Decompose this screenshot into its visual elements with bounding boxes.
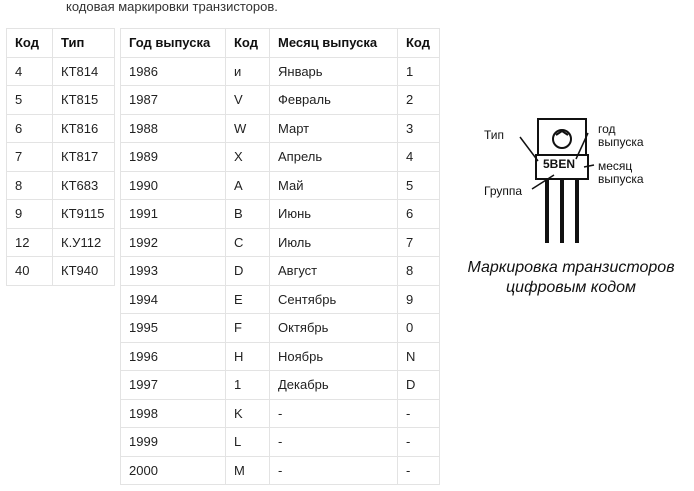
code-cell: 40 <box>7 257 53 286</box>
month-cell: - <box>270 456 398 485</box>
type-code-table <box>6 28 115 286</box>
month-cell: - <box>270 399 398 428</box>
year-code-cell: F <box>226 314 270 343</box>
label-type: Тип <box>484 128 505 142</box>
label-month-line1: месяц <box>598 159 633 173</box>
header-year-code: Код <box>226 29 270 58</box>
pointer-type <box>520 137 538 161</box>
month-cell: Июль <box>270 228 398 257</box>
type-cell: КТ815 <box>53 86 115 115</box>
type-cell: К.У112 <box>53 228 115 257</box>
table-row <box>121 257 440 286</box>
month-code-cell: - <box>398 399 440 428</box>
month-cell: Январь <box>270 57 398 86</box>
table-row <box>121 456 440 485</box>
month-code-cell: 4 <box>398 143 440 172</box>
type-cell: КТ817 <box>53 143 115 172</box>
code-cell: 7 <box>7 143 53 172</box>
table-row <box>7 200 115 229</box>
month-code-cell: 6 <box>398 200 440 229</box>
year-cell: 1994 <box>121 285 226 314</box>
year-cell: 1986 <box>121 57 226 86</box>
year-cell: 1988 <box>121 114 226 143</box>
type-cell: КТ816 <box>53 114 115 143</box>
table-row <box>7 228 115 257</box>
table-row <box>121 228 440 257</box>
header-year: Год выпуска <box>121 29 226 58</box>
year-cell: 1996 <box>121 342 226 371</box>
table-row <box>121 342 440 371</box>
month-cell: Июнь <box>270 200 398 229</box>
type-cell: КТ940 <box>53 257 115 286</box>
table-row <box>121 371 440 400</box>
intro-text: кодовая маркировки транзисторов. <box>66 0 278 14</box>
year-code-cell: M <box>226 456 270 485</box>
figure-caption-line2: цифровым кодом <box>506 279 636 296</box>
figure-caption-line1: Маркировка транзисторов <box>467 259 675 276</box>
year-cell: 2000 <box>121 456 226 485</box>
month-code-cell: 8 <box>398 257 440 286</box>
year-code-cell: X <box>226 143 270 172</box>
header-code: Код <box>7 29 53 58</box>
table-row <box>7 257 115 286</box>
month-code-cell: D <box>398 371 440 400</box>
month-cell: - <box>270 428 398 457</box>
year-cell: 1991 <box>121 200 226 229</box>
month-cell: Декабрь <box>270 371 398 400</box>
table-row <box>121 285 440 314</box>
month-code-cell: 3 <box>398 114 440 143</box>
table-row <box>121 399 440 428</box>
code-cell: 12 <box>7 228 53 257</box>
code-cell: 9 <box>7 200 53 229</box>
type-cell: КТ683 <box>53 171 115 200</box>
year-code-cell: 1 <box>226 371 270 400</box>
table-row <box>121 171 440 200</box>
month-code-cell: 9 <box>398 285 440 314</box>
table-row <box>121 428 440 457</box>
header-month-code: Код <box>398 29 440 58</box>
table-row <box>121 200 440 229</box>
year-cell: 1992 <box>121 228 226 257</box>
month-code-cell: - <box>398 456 440 485</box>
month-cell: Март <box>270 114 398 143</box>
mounting-hole-icon <box>553 130 571 148</box>
month-code-cell: 5 <box>398 171 440 200</box>
month-cell: Май <box>270 171 398 200</box>
label-year-line2: выпуска <box>598 135 644 149</box>
code-cell: 8 <box>7 171 53 200</box>
label-month-line2: выпуска <box>598 172 644 186</box>
table-row <box>7 171 115 200</box>
label-year-line1: год <box>598 122 616 136</box>
marking-text: 5BEN <box>543 157 576 171</box>
month-cell: Октябрь <box>270 314 398 343</box>
label-group: Группа <box>484 184 523 198</box>
month-code-cell: - <box>398 428 440 457</box>
month-code-cell: 2 <box>398 86 440 115</box>
table-row <box>7 86 115 115</box>
month-code-cell: 7 <box>398 228 440 257</box>
table-row <box>7 57 115 86</box>
year-code-cell: D <box>226 257 270 286</box>
year-code-cell: C <box>226 228 270 257</box>
year-code-cell: K <box>226 399 270 428</box>
year-cell: 1990 <box>121 171 226 200</box>
year-cell: 1998 <box>121 399 226 428</box>
year-code-cell: L <box>226 428 270 457</box>
month-cell: Ноябрь <box>270 342 398 371</box>
type-cell: КТ9115 <box>53 200 115 229</box>
code-cell: 6 <box>7 114 53 143</box>
transistor-lead-1 <box>545 179 549 243</box>
month-cell: Август <box>270 257 398 286</box>
year-cell: 1999 <box>121 428 226 457</box>
table-row <box>7 143 115 172</box>
year-code-cell: E <box>226 285 270 314</box>
year-cell: 1993 <box>121 257 226 286</box>
table-header-row <box>7 29 115 58</box>
year-cell: 1995 <box>121 314 226 343</box>
header-type: Тип <box>53 29 115 58</box>
transistor-lead-3 <box>575 179 579 243</box>
code-cell: 4 <box>7 57 53 86</box>
month-cell: Апрель <box>270 143 398 172</box>
month-cell: Февраль <box>270 86 398 115</box>
header-month: Месяц выпуска <box>270 29 398 58</box>
month-code-cell: 1 <box>398 57 440 86</box>
date-code-table <box>120 28 440 485</box>
table-row <box>121 114 440 143</box>
year-code-cell: и <box>226 57 270 86</box>
code-cell: 5 <box>7 86 53 115</box>
type-cell: КТ814 <box>53 57 115 86</box>
year-code-cell: A <box>226 171 270 200</box>
year-cell: 1987 <box>121 86 226 115</box>
table-row <box>121 143 440 172</box>
year-code-cell: H <box>226 342 270 371</box>
year-code-cell: W <box>226 114 270 143</box>
transistor-marking-figure <box>448 75 694 305</box>
table-row <box>121 86 440 115</box>
transistor-lead-2 <box>560 179 564 243</box>
table-row <box>121 57 440 86</box>
year-code-cell: B <box>226 200 270 229</box>
month-code-cell: 0 <box>398 314 440 343</box>
year-cell: 1997 <box>121 371 226 400</box>
month-code-cell: N <box>398 342 440 371</box>
table-row <box>121 314 440 343</box>
table-header-row <box>121 29 440 58</box>
table-row <box>7 114 115 143</box>
month-cell: Сентябрь <box>270 285 398 314</box>
year-cell: 1989 <box>121 143 226 172</box>
year-code-cell: V <box>226 86 270 115</box>
